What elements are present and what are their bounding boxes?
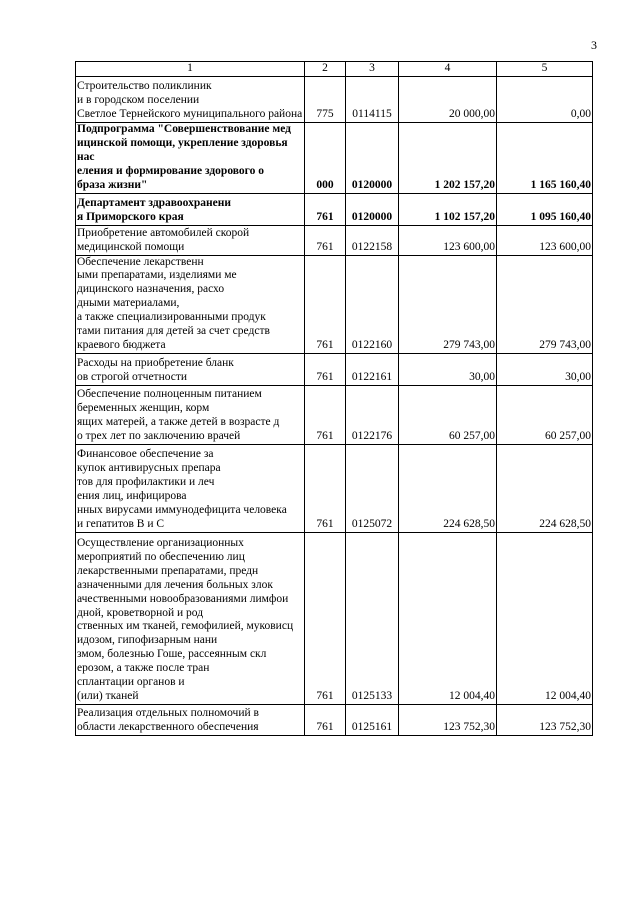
column-header: 1 xyxy=(76,62,305,77)
table-row xyxy=(76,123,593,194)
table-row xyxy=(76,255,593,353)
column-header: 4 xyxy=(399,62,497,77)
row-value-2013-cell: 279 743,00 xyxy=(399,255,497,353)
row-value-2014-cell: 0,00 xyxy=(497,77,593,123)
table-row xyxy=(76,77,593,123)
row-code-cell: 761 xyxy=(305,225,346,255)
row-name-cell: Строительство поликлиник и в городском поселении Светлое Тернейского муниципального района xyxy=(76,77,305,123)
row-name-cell: Расходы на приобретение бланк ов строгой отчетности xyxy=(76,353,305,385)
row-code-cell: 775 xyxy=(305,77,346,123)
row-value-2013-cell: 123 752,30 xyxy=(399,704,497,735)
table-header-row xyxy=(76,62,593,77)
row-csr-cell: 0125072 xyxy=(346,444,399,532)
row-code-cell: 761 xyxy=(305,385,346,444)
table-row xyxy=(76,225,593,255)
row-name-cell: Департамент здравоохранени я Приморского края xyxy=(76,193,305,225)
row-name-cell: Подпрограмма "Совершенствование мед ицинской помощи, укрепление здоровья нас еления и формирование здорового о браза жизни" xyxy=(76,123,305,194)
row-value-2013-cell: 224 628,50 xyxy=(399,444,497,532)
table-row xyxy=(76,444,593,532)
row-code-cell: 761 xyxy=(305,704,346,735)
row-value-2014-cell: 279 743,00 xyxy=(497,255,593,353)
row-csr-cell: 0120000 xyxy=(346,123,399,194)
row-value-2013-cell: 1 202 157,20 xyxy=(399,123,497,194)
column-header: 2 xyxy=(305,62,346,77)
row-name-cell: Приобретение автомобилей скорой медицинской помощи xyxy=(76,225,305,255)
row-csr-cell: 0125133 xyxy=(346,532,399,704)
row-value-2014-cell: 30,00 xyxy=(497,353,593,385)
row-value-2013-cell: 60 257,00 xyxy=(399,385,497,444)
row-code-cell: 761 xyxy=(305,532,346,704)
page-number: 3 xyxy=(591,38,597,52)
row-value-2013-cell: 12 004,40 xyxy=(399,532,497,704)
row-csr-cell: 0122158 xyxy=(346,225,399,255)
column-header: 5 xyxy=(497,62,593,77)
row-value-2014-cell: 1 095 160,40 xyxy=(497,193,593,225)
budget-table xyxy=(75,61,593,736)
row-csr-cell: 0122161 xyxy=(346,353,399,385)
row-value-2013-cell: 123 600,00 xyxy=(399,225,497,255)
row-name-cell: Финансовое обеспечение за купок антивирусных препара тов для профилактики и леч ения лиц, инфицирова нных вирусами иммунодефицита человека и гепатитов В и С xyxy=(76,444,305,532)
row-value-2013-cell: 20 000,00 xyxy=(399,77,497,123)
row-name-cell: Обеспечение полноценным питанием беременных женщин, корм ящих матерей, а также детей в возрасте д о трех лет по заключению врачей xyxy=(76,385,305,444)
row-value-2014-cell: 123 600,00 xyxy=(497,225,593,255)
column-header: 3 xyxy=(346,62,399,77)
row-value-2013-cell: 1 102 157,20 xyxy=(399,193,497,225)
row-code-cell: 000 xyxy=(305,123,346,194)
row-name-cell: Реализация отдельных полномочий в области лекарственного обеспечения xyxy=(76,704,305,735)
table-row xyxy=(76,193,593,225)
row-csr-cell: 0122160 xyxy=(346,255,399,353)
row-csr-cell: 0122176 xyxy=(346,385,399,444)
row-csr-cell: 0114115 xyxy=(346,77,399,123)
table-row xyxy=(76,353,593,385)
row-csr-cell: 0125161 xyxy=(346,704,399,735)
row-value-2014-cell: 224 628,50 xyxy=(497,444,593,532)
row-code-cell: 761 xyxy=(305,255,346,353)
row-value-2014-cell: 60 257,00 xyxy=(497,385,593,444)
table-row xyxy=(76,532,593,704)
row-value-2014-cell: 123 752,30 xyxy=(497,704,593,735)
table-row xyxy=(76,385,593,444)
row-value-2013-cell: 30,00 xyxy=(399,353,497,385)
row-name-cell: Осуществление организационных мероприятий по обеспечению лиц лекарственными препаратами, предн азначенными для лечения больных злок ачественными новообразованиями лимфои дной, кроветворной и род ственных им тканей, гемофилией, муковисц идозом, гипофизарным нани змом, болезнью Гоше, рассеянным скл ерозом, а также после тран сплантации органов и (или) тканей xyxy=(76,532,305,704)
row-name-cell: Обеспечение лекарственн ыми препаратами, изделиями ме дицинского назначения, расхо дными материалами, а также специализированными продук тами питания для детей за счет средств краевого бюджета xyxy=(76,255,305,353)
row-code-cell: 761 xyxy=(305,353,346,385)
row-code-cell: 761 xyxy=(305,193,346,225)
row-value-2014-cell: 1 165 160,40 xyxy=(497,123,593,194)
row-csr-cell: 0120000 xyxy=(346,193,399,225)
table-row xyxy=(76,704,593,735)
row-value-2014-cell: 12 004,40 xyxy=(497,532,593,704)
row-code-cell: 761 xyxy=(305,444,346,532)
